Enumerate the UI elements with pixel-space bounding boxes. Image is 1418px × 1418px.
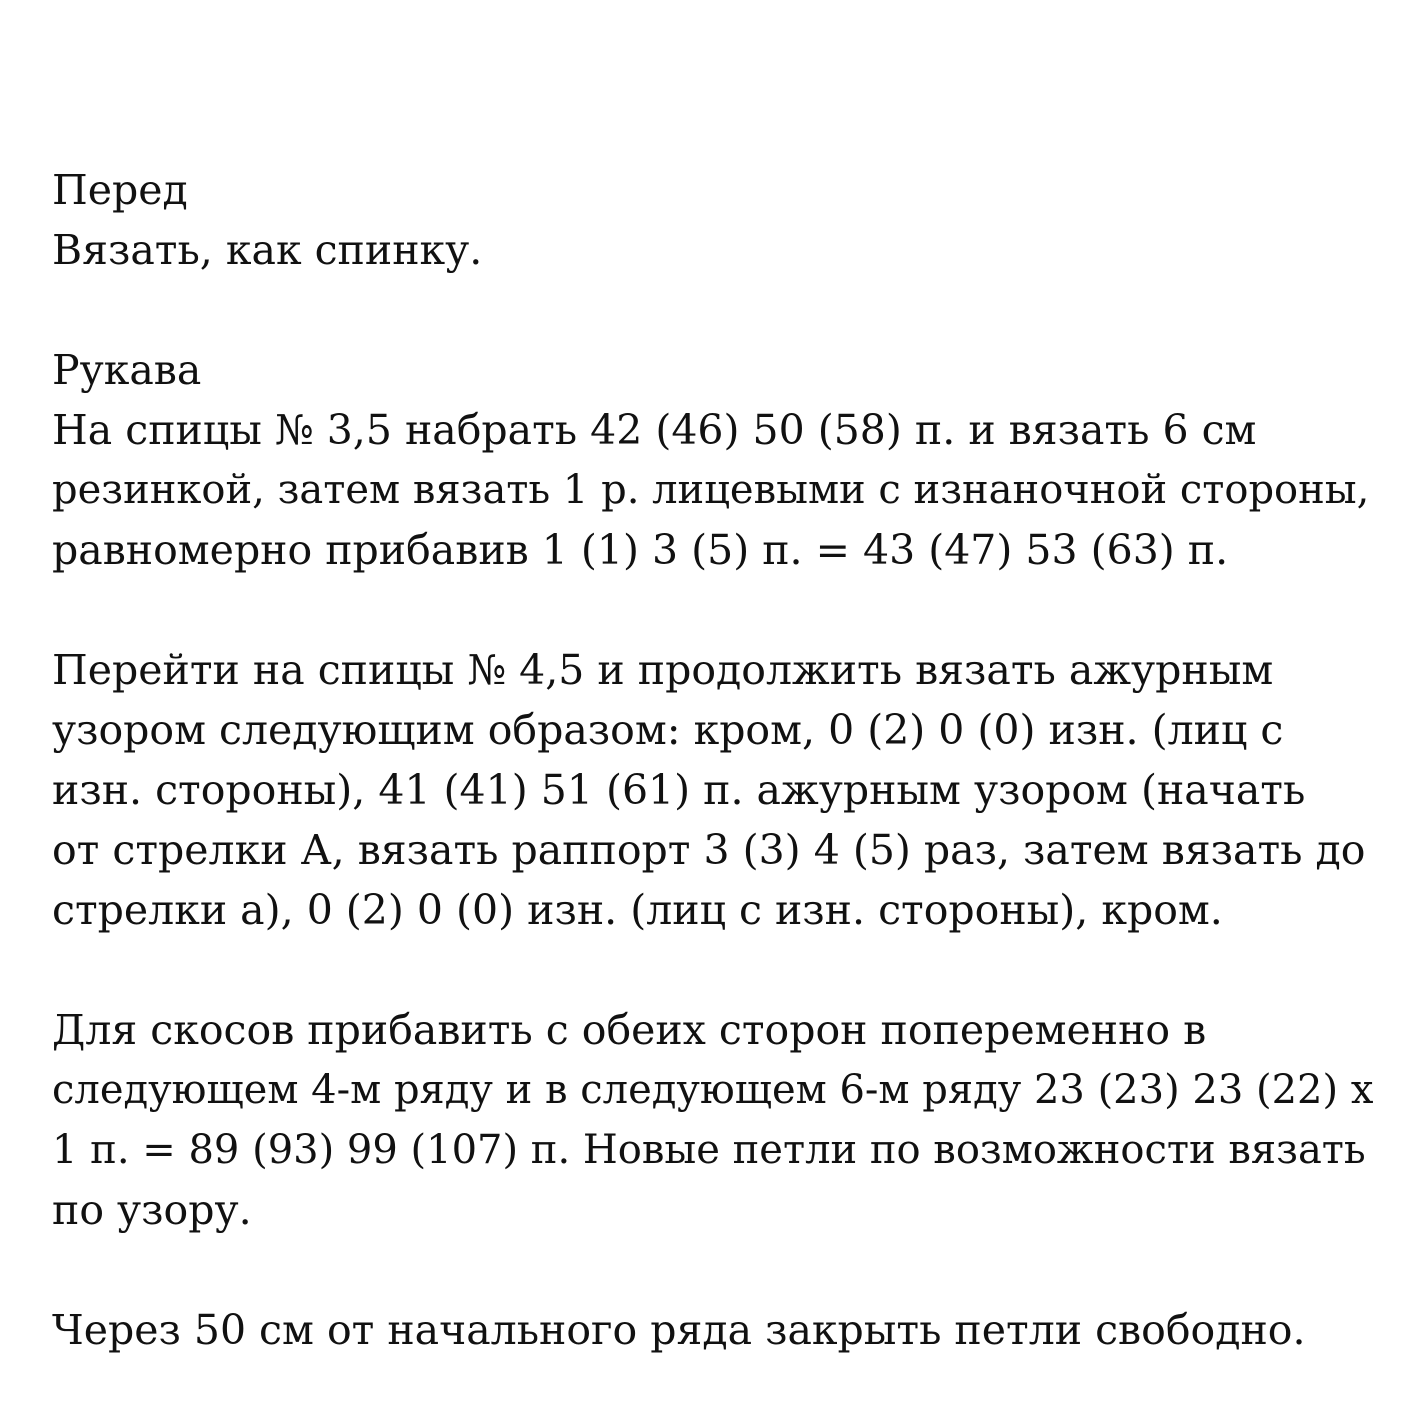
text-line: стрелки а), 0 (2) 0 (0) изн. (лиц с изн. стороны), кром. xyxy=(52,886,1223,934)
text-line: от стрелки А, вязать раппорт 3 (3) 4 (5) раз, затем вязать до xyxy=(52,826,1366,874)
text-line: На спицы № 3,5 набрать 42 (46) 50 (58) п. и вязать 6 см xyxy=(52,406,1257,454)
text-line: 1 п. = 89 (93) 99 (107) п. Новые петли по возможности вязать xyxy=(52,1127,1366,1173)
text-line: Для скосов прибавить с обеих сторон попеременно в xyxy=(52,1006,1207,1054)
text-line: по узору. xyxy=(52,1186,252,1234)
heading-front: Перед xyxy=(52,166,188,214)
section-sleeves xyxy=(52,340,1392,580)
text-line: равномерно прибавив 1 (1) 3 (5) п. = 43 (47) 53 (63) п. xyxy=(52,526,1229,574)
section-bind-off xyxy=(52,1300,1392,1360)
section-increases xyxy=(52,1000,1392,1240)
text-line: Вязать, как спинку. xyxy=(52,226,483,274)
section-lace-pattern xyxy=(52,640,1392,940)
text-line: резинкой, затем вязать 1 р. лицевыми с изнаночной стороны, xyxy=(52,467,1370,513)
text-line: следующем 4-м ряду и в следующем 6-м ряду 23 (23) 23 (22) х xyxy=(52,1067,1374,1113)
text-line: изн. стороны), 41 (41) 51 (61) п. ажурным узором (начать xyxy=(52,766,1306,814)
text-line: Перейти на спицы № 4,5 и продолжить вязать ажурным xyxy=(52,646,1274,694)
section-front xyxy=(52,160,1392,280)
heading-sleeves: Рукава xyxy=(52,346,202,394)
document-page xyxy=(52,160,1392,1360)
text-line: Через 50 см от начального ряда закрыть петли свободно. xyxy=(52,1306,1306,1354)
text-line: узором следующим образом: кром, 0 (2) 0 (0) изн. (лиц с xyxy=(52,706,1284,754)
